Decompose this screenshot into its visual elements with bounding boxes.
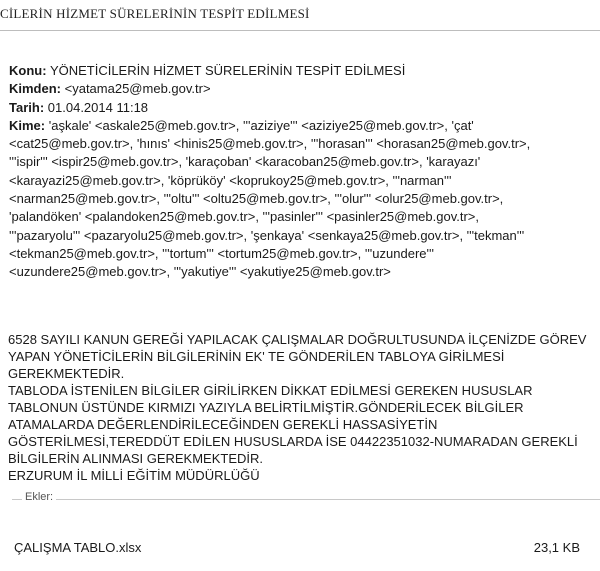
recipients-text: 'aşkale' <askale25@meb.gov.tr>, '''aziziye''' <aziziye25@meb.gov.tr>, 'çat' <box>48 117 474 133</box>
subject-value: YÖNETİCİLERİN HİZMET SÜRELERİNİN TESPİT EDİLMESİ <box>49 63 406 78</box>
body-line: 6528 SAYILI KANUN GEREĞİ YAPILACAK ÇALIŞMALAR DOĞRULTUSUNDA İLÇENİZDE GÖREV <box>8 332 587 347</box>
recipients-line: '''pazaryolu''' <pazaryolu25@meb.gov.tr>, 'şenkaya' <senkaya25@meb.gov.tr>, '''tekman''' <box>9 227 525 243</box>
page-header <box>0 6 600 22</box>
recipients-line: <uzundere25@meb.gov.tr>, '''yakutiye''' <yakutiye25@meb.gov.tr> <box>9 264 391 280</box>
attachments-label: Ekler: <box>22 491 56 503</box>
recipients-line: <narman25@meb.gov.tr>, '''oltu''' <oltu25@meb.gov.tr>, '''olur''' <olur25@meb.gov.tr>, <box>9 191 504 207</box>
email-meta <box>9 62 594 282</box>
date-value: 01.04.2014 11:18 <box>47 99 149 115</box>
to-label: Kime: <box>9 117 46 133</box>
recipients-line: '''ispir''' <ispir25@meb.gov.tr>, 'karaçoban' <karacoban25@meb.gov.tr>, 'karayazı' <box>9 154 481 170</box>
attachment-file-size: 23,1 KB <box>533 539 580 555</box>
body-line: GEREKMEKTEDİR. <box>8 366 125 381</box>
attachment-item[interactable] <box>14 538 580 556</box>
body-line: GÖSTERİLMESİ,TEREDDÜT EDİLEN HUSUSLARDA İSE 04422351032-NUMARADAN GEREKLİ <box>8 434 578 449</box>
recipients-line: 'palandöken' <palandoken25@meb.gov.tr>, '''pasinler''' <pasinler25@meb.gov.tr>, <box>9 209 479 225</box>
message-body <box>8 331 596 484</box>
date-row <box>9 99 594 117</box>
recipients-line: <karayazi25@meb.gov.tr>, 'köprüköy' <koprukoy25@meb.gov.tr>, '''narman''' <box>9 172 452 188</box>
body-line: TABLONUN ÜSTÜNDE KIRMIZI YAZIYLA BELİRTİLMİŞTİR.GÖNDERİLECEK BİLGİLER <box>8 400 524 415</box>
recipients-line: <cat25@meb.gov.tr>, 'hınıs' <hinis25@meb.gov.tr>, '''horasan''' <horasan25@meb.gov.tr>, <box>9 136 531 152</box>
signature-line: ERZURUM İL MİLLİ EĞİTİM MÜDÜRLÜĞÜ <box>8 468 260 483</box>
attachment-file-name[interactable]: ÇALIŞMA TABLO.xlsx <box>14 539 142 555</box>
body-line: YAPAN YÖNETİCİLERİN BİLGİLERİNİN EK' TE GÖNDERİLEN TABLOYA GİRİLMESİ <box>8 349 505 364</box>
body-line: ATAMALARDA DEĞERLENDİRİLECEĞİNDEN GEREKLİ HASSASİYETİN <box>8 417 438 432</box>
from-label: Kimden: <box>9 81 61 97</box>
page-header-title: CİLERİN HİZMET SÜRELERİNİN TESPİT EDİLMESİ <box>0 6 310 21</box>
from-value: <yatama25@meb.gov.tr> <box>64 81 211 97</box>
body-line: TABLODA İSTENİLEN BİLGİLER GİRİLİRKEN DİKKAT EDİLMESİ GEREKEN HUSUSLAR <box>8 383 533 398</box>
body-line: BİLGİLERİN ALINMASI GEREKMEKTEDİR. <box>8 451 264 466</box>
date-label: Tarih: <box>9 99 45 115</box>
header-divider <box>0 30 600 31</box>
from-row <box>9 80 594 98</box>
recipients-line: <tekman25@meb.gov.tr>, '''tortum''' <tortum25@meb.gov.tr>, '''uzundere''' <box>9 245 434 261</box>
recipients-line <box>9 117 594 135</box>
subject-row <box>9 62 594 80</box>
to-row <box>9 117 594 282</box>
subject-label: Konu: <box>9 63 47 78</box>
attachments-divider <box>12 499 600 500</box>
